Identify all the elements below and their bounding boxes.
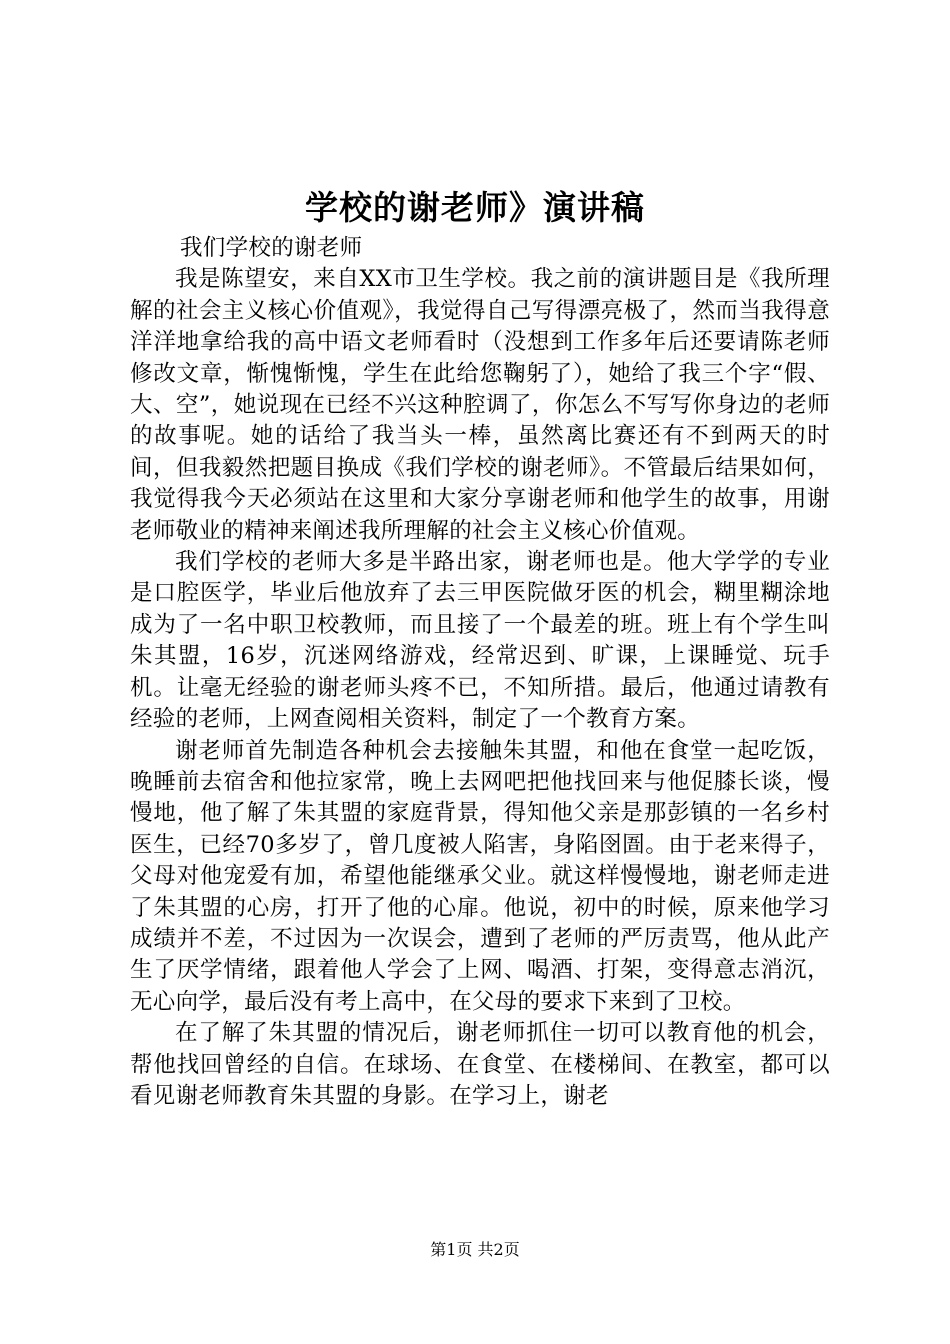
paragraph-4: 在了解了朱其盟的情况后，谢老师抓住一切可以教育他的机会，帮他找回曾经的自信。在球场、在食堂、在楼梯间、在教室，都可以看见谢老师教育朱其盟的身影。在学习上，谢老 — [130, 1020, 830, 1109]
paragraph-1: 我是陈望安，来自XX市卫生学校。我之前的演讲题目是《我所理解的社会主义核心价值观》，我觉得自己写得漂亮极了，然而当我得意洋洋地拿给我的高中语文老师看时（没想到工作多年后还要请陈老师修改文章，惭愧惭愧，学生在此给您鞠躬了），她给了我三个字“假、大、空”，她说现在已经不兴这种腔调了，你怎么不写写你身边的老师的故事呢。她的话给了我当头一棒，虽然离比赛还有不到两天的时间，但我毅然把题目换成《我们学校的谢老师》。不管最后结果如何，我觉得我今天必须站在这里和大家分享谢老师和他学生的故事，用谢老师敬业的精神来阐述我所理解的社会主义核心价值观。 — [130, 266, 830, 544]
page-number-footer: 第1页 共2页 — [430, 1240, 520, 1259]
paragraph-2: 我们学校的老师大多是半路出家，谢老师也是。他大学学的专业是口腔医学，毕业后他放弃了去三甲医院做牙医的机会，糊里糊涂地成为了一名中职卫校教师，而且接了一个最差的班。班上有个学生叫朱其盟，16岁，沉迷网络游戏，经常迟到、旷课，上课睡觉、玩手机。让毫无经验的谢老师头疼不已，不知所措。最后，他通过请教有经验的老师，上网查阅相关资料，制定了一个教育方案。 — [130, 549, 830, 733]
document-body — [130, 233, 830, 1112]
paragraph-3: 谢老师首先制造各种机会去接触朱其盟，和他在食堂一起吃饭，晚睡前去宿舍和他拉家常，晚上去网吧把他找回来与他促膝长谈，慢慢地，他了解了朱其盟的家庭背景，得知他父亲是那彭镇的一名乡村医生，已经70多岁了，曾几度被人陷害，身陷囹圄。由于老来得子，父母对他宠爱有加，希望他能继承父业。就这样慢慢地，谢老师走进了朱其盟的心房，打开了他的心扉。他说，初中的时候，原来他学习成绩并不差，不过因为一次误会，遭到了老师的严厉责骂，他从此产生了厌学情绪，跟着他人学会了上网、喝酒、打架，变得意志消沉，无心向学，最后没有考上高中，在父母的要求下来到了卫校。 — [130, 737, 830, 1015]
speech-subtitle: 我们学校的谢老师 — [180, 235, 363, 261]
page-title: 学校的谢老师》演讲稿 — [305, 188, 645, 227]
